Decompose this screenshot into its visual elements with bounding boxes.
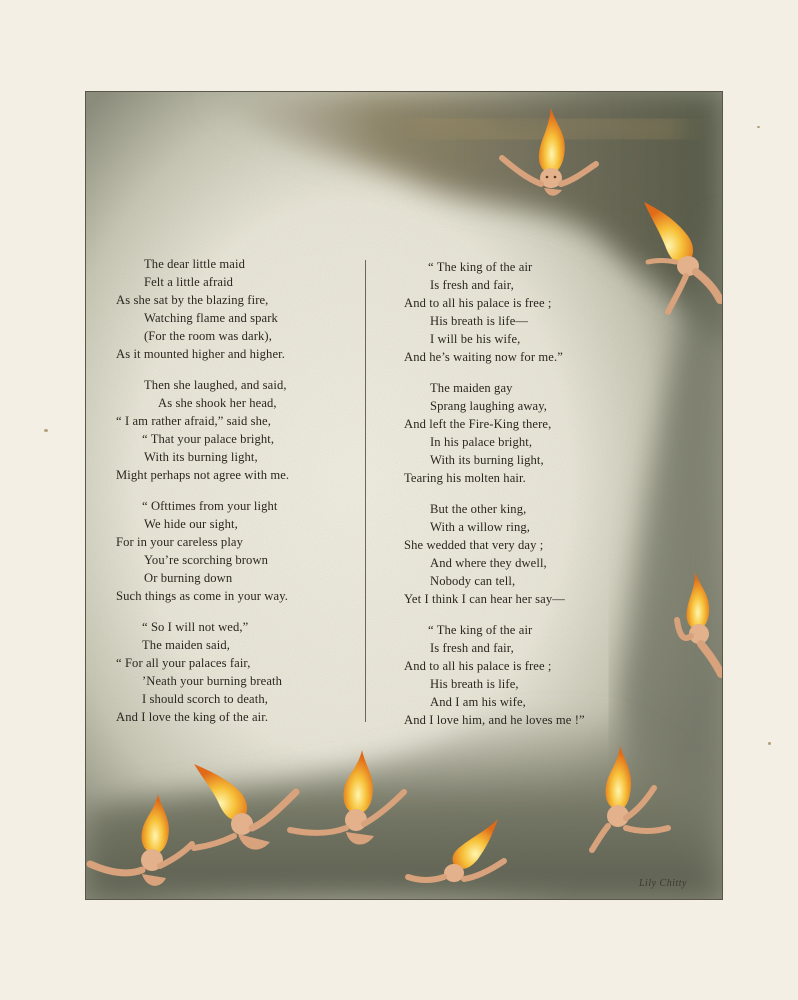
poem-line: Felt a little afraid bbox=[144, 275, 234, 289]
poem-line: Nobody can tell, bbox=[430, 574, 516, 588]
poem-line: With its burning light, bbox=[144, 450, 258, 464]
poem-line: ’Neath your burning breath bbox=[142, 674, 283, 688]
poem-line: With its burning light, bbox=[430, 453, 544, 467]
poem-line: The maiden said, bbox=[142, 638, 230, 652]
poem-line: Yet I think I can hear her say— bbox=[404, 592, 565, 606]
poem-line: And I love the king of the air. bbox=[116, 710, 269, 724]
poem-line: The dear little maid bbox=[144, 257, 245, 271]
fire-sprite-icon bbox=[496, 106, 606, 216]
poem-line: Watching flame and spark bbox=[144, 311, 278, 325]
poem-line: “ The king of the air bbox=[428, 260, 533, 274]
poem-line: As she shook her head, bbox=[158, 396, 277, 410]
illustration-plate bbox=[85, 91, 723, 900]
poem-line: But the other king, bbox=[430, 502, 527, 516]
poem-line: “ I am rather afraid,” said she, bbox=[116, 414, 271, 428]
column-divider bbox=[365, 260, 366, 722]
stanza bbox=[116, 376, 289, 484]
poem-line: You’re scorching brown bbox=[144, 553, 269, 567]
poem-line: For in your careless play bbox=[116, 535, 244, 549]
poem-line: (For the room was dark), bbox=[144, 329, 272, 343]
poem-line: And I am his wife, bbox=[430, 695, 526, 709]
poem-line: Is fresh and fair, bbox=[430, 641, 514, 655]
stanza bbox=[116, 497, 289, 605]
poem-line: She wedded that very day ; bbox=[404, 538, 544, 552]
poem-line: Is fresh and fair, bbox=[430, 278, 514, 292]
fire-sprite-icon bbox=[636, 200, 723, 320]
poem-line: “ The king of the air bbox=[428, 623, 533, 637]
poem-right-column bbox=[404, 258, 585, 742]
poem-line: Might perhaps not agree with me. bbox=[116, 468, 290, 482]
poem-line: Tearing his molten hair. bbox=[404, 471, 526, 485]
fire-sprite-icon bbox=[671, 570, 723, 680]
poem-line: We hide our sight, bbox=[144, 517, 238, 531]
fire-sprite-icon bbox=[584, 744, 674, 854]
poem-line: Sprang laughing away, bbox=[430, 399, 548, 413]
fire-sprite-icon bbox=[404, 817, 514, 897]
stanza bbox=[116, 618, 289, 726]
stanza bbox=[404, 379, 585, 487]
stanza bbox=[404, 500, 585, 608]
poem-line: “ Ofttimes from your light bbox=[142, 499, 278, 513]
poem-line: Or burning down bbox=[144, 571, 233, 585]
poem-line: And to all his palace is free ; bbox=[404, 296, 552, 310]
poem-line: Such things as come in your way. bbox=[116, 589, 289, 603]
poem-line: The maiden gay bbox=[430, 381, 513, 395]
poem-left-column bbox=[116, 255, 289, 739]
poem-line: And left the Fire-King there, bbox=[404, 417, 552, 431]
poem-line: His breath is life— bbox=[430, 314, 529, 328]
stanza bbox=[404, 621, 585, 729]
poem-line: As it mounted higher and higher. bbox=[116, 347, 285, 361]
poem-line: “ So I will not wed,” bbox=[142, 620, 249, 634]
poem-line: As she sat by the blazing fire, bbox=[116, 293, 269, 307]
poem-line: “ For all your palaces fair, bbox=[116, 656, 251, 670]
poem-line: “ That your palace bright, bbox=[142, 432, 275, 446]
paper-speck bbox=[768, 742, 771, 745]
poem-line: And I love him, and he loves me !” bbox=[404, 713, 585, 727]
poem-line: I should scorch to death, bbox=[142, 692, 268, 706]
poem-line: Then she laughed, and said, bbox=[144, 378, 287, 392]
fire-sprite-icon bbox=[286, 748, 416, 858]
paper-speck bbox=[44, 429, 48, 432]
poem-line: And to all his palace is free ; bbox=[404, 659, 552, 673]
fire-sprite-icon bbox=[86, 792, 196, 897]
paper-speck bbox=[757, 126, 760, 128]
stanza bbox=[116, 255, 289, 363]
poem-line: With a willow ring, bbox=[430, 520, 531, 534]
poem-line: In his palace bright, bbox=[430, 435, 533, 449]
poem-line: And he’s waiting now for me.” bbox=[404, 350, 563, 364]
poem-line: His breath is life, bbox=[430, 677, 519, 691]
artist-signature: Lily Chitty bbox=[639, 878, 687, 889]
poem-line: And where they dwell, bbox=[430, 556, 547, 570]
stanza bbox=[404, 258, 585, 366]
poem-line: I will be his wife, bbox=[430, 332, 521, 346]
